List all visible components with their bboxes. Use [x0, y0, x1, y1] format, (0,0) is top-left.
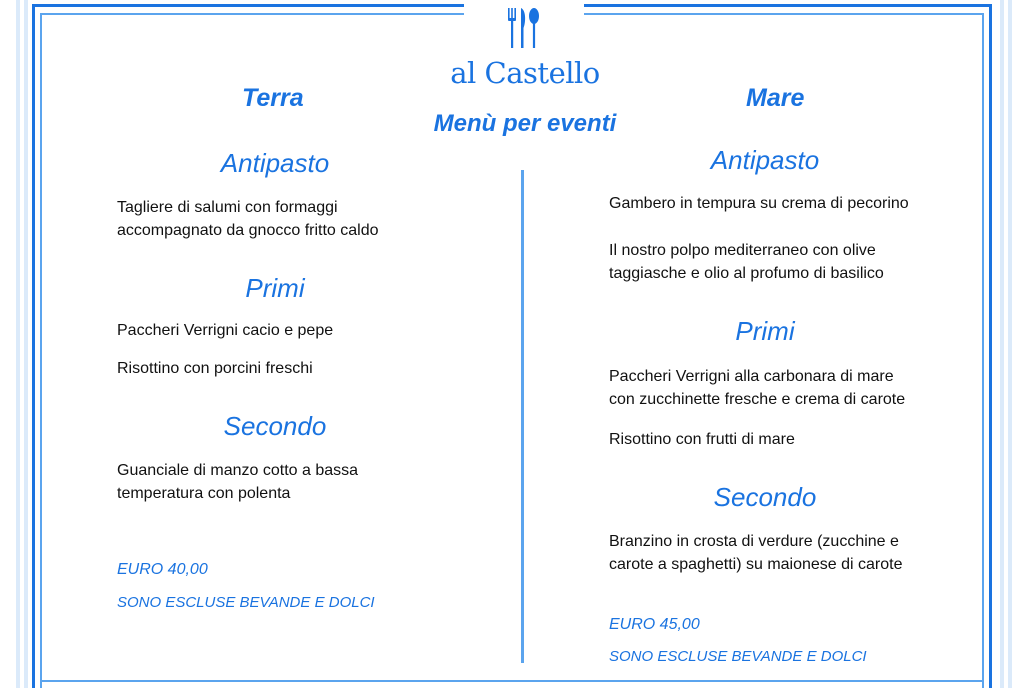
mare-primi-heading: Primi	[735, 316, 795, 346]
terra-note: SONO ESCLUSE BEVANDE E DOLCI	[117, 594, 375, 611]
frame-band-right	[1008, 0, 1012, 688]
terra-secondo-line: Guanciale di manzo cotto a bassa	[117, 462, 359, 479]
frame-band-right	[1000, 0, 1004, 688]
mare-price: EURO 45,00	[609, 616, 700, 633]
mare-primi-line: Paccheri Verrigni alla carbonara di mare	[609, 368, 894, 385]
terra-primi-heading: Primi	[245, 273, 305, 303]
mare-antipasto-line: Il nostro polpo mediterraneo con olive	[609, 242, 876, 259]
mare-secondo-heading: Secondo	[713, 482, 817, 512]
mare-secondo-line: Branzino in crosta di verdure (zucchine e	[609, 533, 899, 550]
mare-secondo-line: carote a spaghetti) su maionese di carote	[609, 556, 903, 573]
terra-primi-item: Paccheri Verrigni cacio e pepe	[117, 322, 334, 339]
terra-secondo-line: temperatura con polenta	[117, 485, 291, 502]
terra-title: Terra	[242, 84, 304, 112]
terra-primi-item: Risottino con porcini freschi	[117, 360, 313, 377]
mare-antipasto-line: Gambero in tempura su crema di pecorino	[609, 195, 909, 212]
brand-name: al Castello	[450, 56, 600, 90]
terra-antipasto-line: accompagnato da gnocco fritto caldo	[117, 222, 379, 239]
frame-band-left	[24, 0, 28, 688]
terra-secondo-heading: Secondo	[223, 411, 327, 441]
frame-right-line	[989, 4, 992, 688]
frame-band-left	[16, 0, 20, 688]
terra-antipasto-heading: Antipasto	[220, 148, 330, 178]
mare-title: Mare	[746, 84, 805, 112]
frame-top-line	[584, 13, 984, 15]
mare-note: SONO ESCLUSE BEVANDE E DOLCI	[609, 648, 867, 665]
frame-right-line	[982, 13, 984, 688]
mare-antipasto-heading: Antipasto	[710, 145, 820, 175]
frame-top-line	[40, 13, 464, 15]
mare-primi-line: con zucchinette fresche e crema di carote	[609, 391, 906, 408]
mare-antipasto-line: taggiasche e olio al profumo di basilico	[609, 265, 884, 282]
page-subtitle: Menù per eventi	[433, 110, 617, 137]
mare-primi-item: Risottino con frutti di mare	[609, 431, 795, 448]
frame-top-line	[32, 4, 464, 7]
frame-top-line	[584, 4, 992, 7]
fork-knife-spoon-icon	[506, 6, 542, 50]
frame-left-line	[32, 4, 35, 688]
terra-antipasto-line: Tagliere di salumi con formaggi	[117, 199, 338, 216]
frame-bottom-line	[40, 680, 984, 682]
terra-price: EURO 40,00	[117, 561, 208, 578]
frame-left-line	[40, 13, 42, 688]
column-divider	[521, 170, 524, 663]
